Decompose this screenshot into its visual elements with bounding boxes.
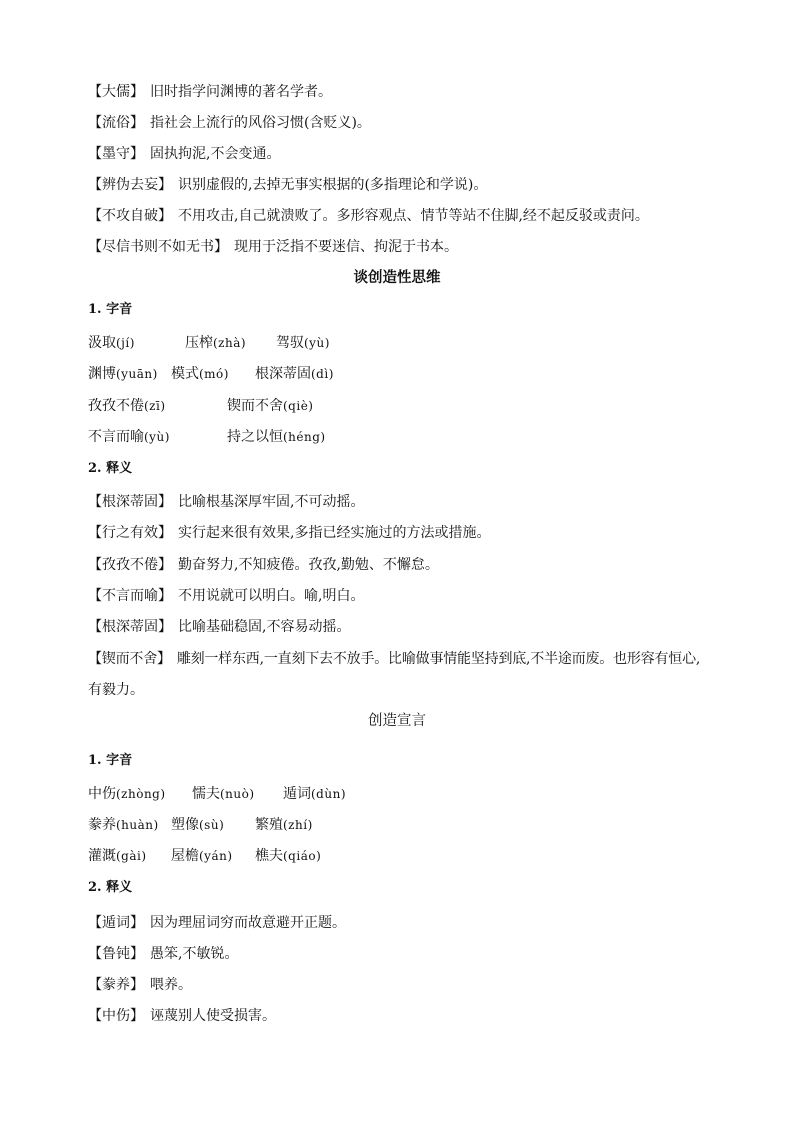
- pronunciation-pinyin: (nuò): [220, 787, 255, 801]
- pronunciation-pinyin: (héng): [283, 430, 326, 444]
- pronunciation-pinyin: (zī): [144, 399, 166, 413]
- pronunciation-pinyin: (zhí): [283, 818, 313, 832]
- definition-entry: [88, 113, 371, 133]
- definition-term: 【流俗】: [88, 115, 144, 131]
- definition-term: 【中伤】: [88, 1008, 144, 1024]
- pronunciation-word: 樵夫: [255, 848, 283, 864]
- definition-text: 因为理屈词穷而故意避开正题。: [150, 915, 346, 931]
- definition-term: 【墨守】: [88, 146, 144, 162]
- definition-text: 愚笨,不敏锐。: [150, 946, 239, 962]
- definition-text: 比喻基础稳固,不容易动摇。: [178, 619, 351, 635]
- definition-entry: [88, 82, 332, 102]
- pronunciation-word: 遁词: [283, 786, 311, 802]
- section-title: 谈创造性思维: [353, 269, 441, 286]
- pronunciation-word: 懦夫: [192, 786, 220, 802]
- pronunciation-word: 不言而喻: [88, 429, 144, 445]
- pronunciation-pinyin: (yuān): [116, 367, 158, 381]
- pronunciation-word: 压榨: [185, 335, 213, 351]
- pronunciation-pinyin: (jí): [116, 336, 135, 350]
- pronunciation-word: 渊博: [88, 366, 116, 382]
- pronunciation-word: 孜孜不倦: [88, 398, 144, 414]
- definition-term: 【辨伪去妄】: [88, 177, 172, 193]
- definition-term: 【锲而不舍】: [88, 651, 171, 667]
- pronunciation-word: 锲而不舍: [227, 398, 283, 414]
- definition-term: 【不攻自破】: [88, 208, 172, 224]
- pronunciation-item: [276, 333, 330, 353]
- pronunciation-item: [88, 364, 158, 384]
- pronunciation-word: 持之以恒: [227, 429, 283, 445]
- definition-term: 【豢养】: [88, 977, 144, 993]
- pronunciation-item: [171, 364, 229, 384]
- definition-text: 现用于泛指不要迷信、拘泥于书本。: [234, 239, 458, 255]
- pronunciation-heading: 1. 字音: [88, 302, 133, 317]
- pronunciation-pinyin: (sù): [199, 818, 225, 832]
- pronunciation-word: 屋檐: [171, 848, 199, 864]
- definition-entry: [88, 944, 238, 964]
- pronunciation-pinyin: (yù): [144, 430, 170, 444]
- definition-entry: [88, 523, 490, 543]
- pronunciation-pinyin: (qiè): [283, 399, 314, 413]
- definition-term: 【大儒】: [88, 84, 144, 100]
- definition-term: 【遁词】: [88, 915, 144, 931]
- definition-term: 【不言而喻】: [88, 588, 172, 604]
- pronunciation-pinyin: (qiáo): [283, 849, 322, 863]
- definition-text: 喂养。: [150, 977, 192, 993]
- definition-term: 【鲁钝】: [88, 946, 144, 962]
- definition-term: 【尽信书则不如无书】: [88, 239, 228, 255]
- pronunciation-word: 驾驭: [276, 335, 304, 351]
- pronunciation-pinyin: (zhà): [213, 336, 247, 350]
- definition-term: 【根深蒂固】: [88, 494, 172, 510]
- definition-entry: [88, 237, 458, 257]
- definition-entry: [88, 1006, 276, 1026]
- pronunciation-pinyin: (yán): [199, 849, 233, 863]
- pronunciation-item: [255, 815, 313, 835]
- pronunciation-item: [88, 396, 166, 416]
- definition-term: 【孜孜不倦】: [88, 557, 172, 573]
- pronunciation-item: [88, 846, 147, 866]
- pronunciation-item: [88, 427, 170, 447]
- definition-entry: [88, 144, 280, 164]
- pronunciation-pinyin: (dùn): [311, 787, 347, 801]
- pronunciation-item: [88, 815, 159, 835]
- definition-entry: [88, 975, 192, 995]
- definition-text: 旧时指学问渊博的著名学者。: [150, 84, 332, 100]
- definition-text: 实行起来很有效果,多指已经实施过的方法或措施。: [178, 525, 491, 541]
- pronunciation-pinyin: (mó): [199, 367, 229, 381]
- definition-text: 识别虚假的,去掉无事实根据的(多指理论和学说)。: [178, 177, 488, 193]
- pronunciation-word: 中伤: [88, 786, 116, 802]
- pronunciation-item: [227, 427, 326, 447]
- definition-text: 勤奋努力,不知疲倦。孜孜,勤勉、不懈怠。: [178, 557, 439, 573]
- definition-text: 不用说就可以明白。喻,明白。: [178, 588, 365, 604]
- pronunciation-word: 繁殖: [255, 817, 283, 833]
- meaning-heading: 2. 释义: [88, 880, 133, 895]
- pronunciation-item: [171, 846, 233, 866]
- pronunciation-pinyin: (huàn): [116, 818, 159, 832]
- pronunciation-item: [88, 784, 166, 804]
- definition-term: 【根深蒂固】: [88, 619, 172, 635]
- pronunciation-heading: 1. 字音: [88, 753, 133, 768]
- definition-text: 诬蔑别人使受损害。: [150, 1008, 276, 1024]
- pronunciation-item: [227, 396, 313, 416]
- definition-term: 【行之有效】: [88, 525, 172, 541]
- meaning-heading: 2. 释义: [88, 461, 133, 476]
- pronunciation-item: [255, 364, 334, 384]
- pronunciation-item: [88, 333, 135, 353]
- pronunciation-item: [192, 784, 255, 804]
- definition-text: 固执拘泥,不会变通。: [150, 146, 281, 162]
- pronunciation-word: 根深蒂固: [255, 366, 311, 382]
- definition-text: 雕刻一样东西,一直刻下去不放手。比喻做事情能坚持到底,不半途而废。也形容有恒心,: [176, 651, 701, 667]
- definition-entry: [88, 586, 364, 606]
- definition-entry: [88, 492, 364, 512]
- pronunciation-item: [171, 815, 224, 835]
- pronunciation-word: 模式: [171, 366, 199, 382]
- pronunciation-word: 灌溉: [88, 848, 116, 864]
- pronunciation-word: 塑像: [171, 817, 199, 833]
- pronunciation-pinyin: (zhòng): [116, 787, 166, 801]
- definition-entry: [88, 649, 700, 669]
- definition-entry: [88, 913, 346, 933]
- pronunciation-pinyin: (gài): [116, 849, 147, 863]
- pronunciation-word: 豢养: [88, 817, 116, 833]
- pronunciation-item: [185, 333, 246, 353]
- section-title: 创造宣言: [368, 713, 426, 729]
- pronunciation-word: 汲取: [88, 335, 116, 351]
- definition-entry: [88, 206, 649, 226]
- pronunciation-pinyin: (dì): [311, 367, 334, 381]
- pronunciation-item: [255, 846, 321, 866]
- definition-text: 指社会上流行的风俗习惯(含贬义)。: [150, 115, 371, 131]
- pronunciation-item: [283, 784, 346, 804]
- definition-entry: [88, 555, 439, 575]
- definition-entry: [88, 617, 350, 637]
- definition-continuation: 有毅力。: [88, 682, 144, 698]
- definition-text: 不用攻击,自己就溃败了。多形容观点、情节等站不住脚,经不起反驳或责问。: [178, 208, 649, 224]
- pronunciation-pinyin: (yù): [304, 336, 330, 350]
- definition-entry: [88, 175, 487, 195]
- definition-text: 比喻根基深厚牢固,不可动摇。: [178, 494, 365, 510]
